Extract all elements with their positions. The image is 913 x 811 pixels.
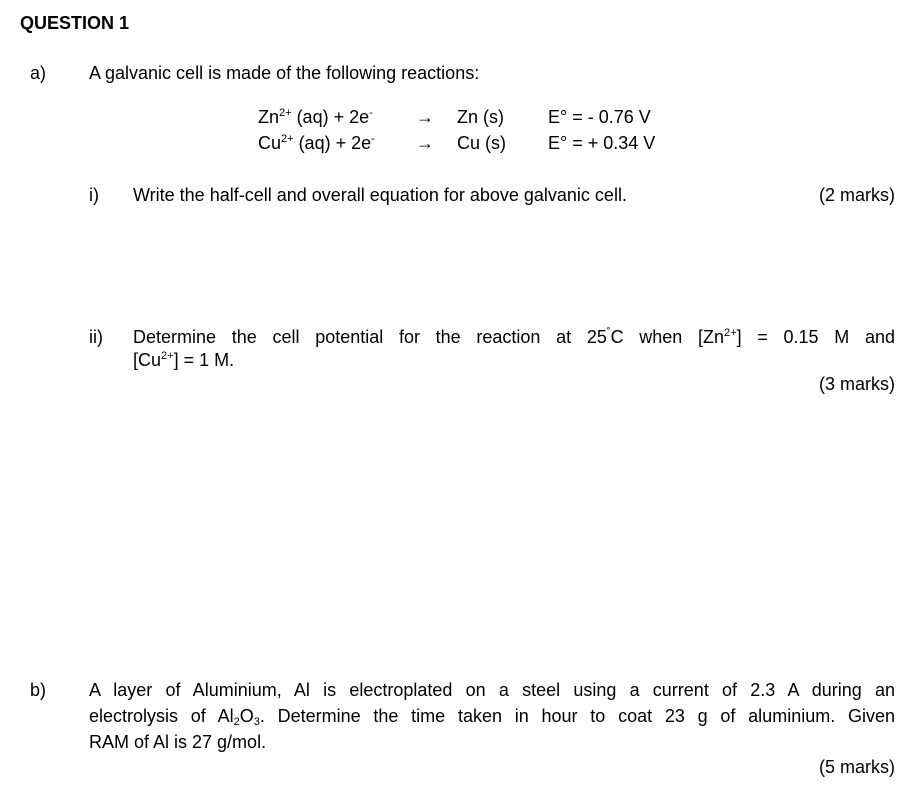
arrow: → [416,133,434,153]
part-i-text: Write the half-cell and overall equation for above galvanic cell. [133,185,627,205]
part-b-line2-text-c: . Determine the time taken in hour to coat 23 g of aluminium. Given [259,706,895,726]
reactant-rest: (aq) + 2e [291,107,370,127]
part-i-label: i) [89,185,99,205]
standard-potential: E° = - 0.76 V [548,107,651,127]
product: Zn (s) [457,107,504,127]
arrow: → [416,107,434,127]
question-title: QUESTION 1 [20,13,130,33]
part-b-line1: A layer of Aluminium, Al is electroplated on a steel using a current of 2.3 A during an [89,680,895,700]
part-ii-line2-text-a: [Cu [133,350,162,370]
part-b-line3: RAM of Al is 27 g/mol. [89,732,267,752]
cu-charge: 2+ [161,350,174,362]
part-ii-label: ii) [89,327,103,347]
electron-charge: - [369,107,373,119]
ion-charge: 2+ [281,133,294,145]
part-b-marks: (5 marks) [819,757,895,777]
part-ii-line2 [133,349,234,371]
standard-potential: E° = + 0.34 V [548,133,656,153]
part-ii-line2-text-b: ] = 1 M. [173,350,235,370]
part-a-label: a) [30,63,47,83]
part-ii-line1-text-b: C when [Zn [610,327,725,347]
part-ii-line1-text-a: Determine the cell potential for the reaction at 25 [133,327,607,347]
part-b-label: b) [30,680,47,700]
part-b-line2 [89,705,895,727]
part-b-line2-text-b: O [239,706,254,726]
product: Cu (s) [457,133,506,153]
electron-charge: - [371,133,375,145]
degree-symbol: ˚ [606,327,611,339]
part-ii-marks: (3 marks) [819,374,895,394]
ion-charge: 2+ [279,107,292,119]
zn-charge: 2+ [724,327,737,339]
part-a-intro: A galvanic cell is made of the following reactions: [89,63,480,83]
reactant-rest: (aq) + 2e [293,133,372,153]
reactant-ion: Zn [258,107,280,127]
reactant-ion: Cu [258,133,282,153]
part-i-marks: (2 marks) [819,185,895,205]
o-subscript: 3 [253,716,260,728]
al-subscript: 2 [233,716,240,728]
part-ii-line1 [133,326,895,348]
part-ii-line1-text-c: ] = 0.15 M and [736,327,896,347]
part-b-line2-text-a: electrolysis of Al [89,706,234,726]
